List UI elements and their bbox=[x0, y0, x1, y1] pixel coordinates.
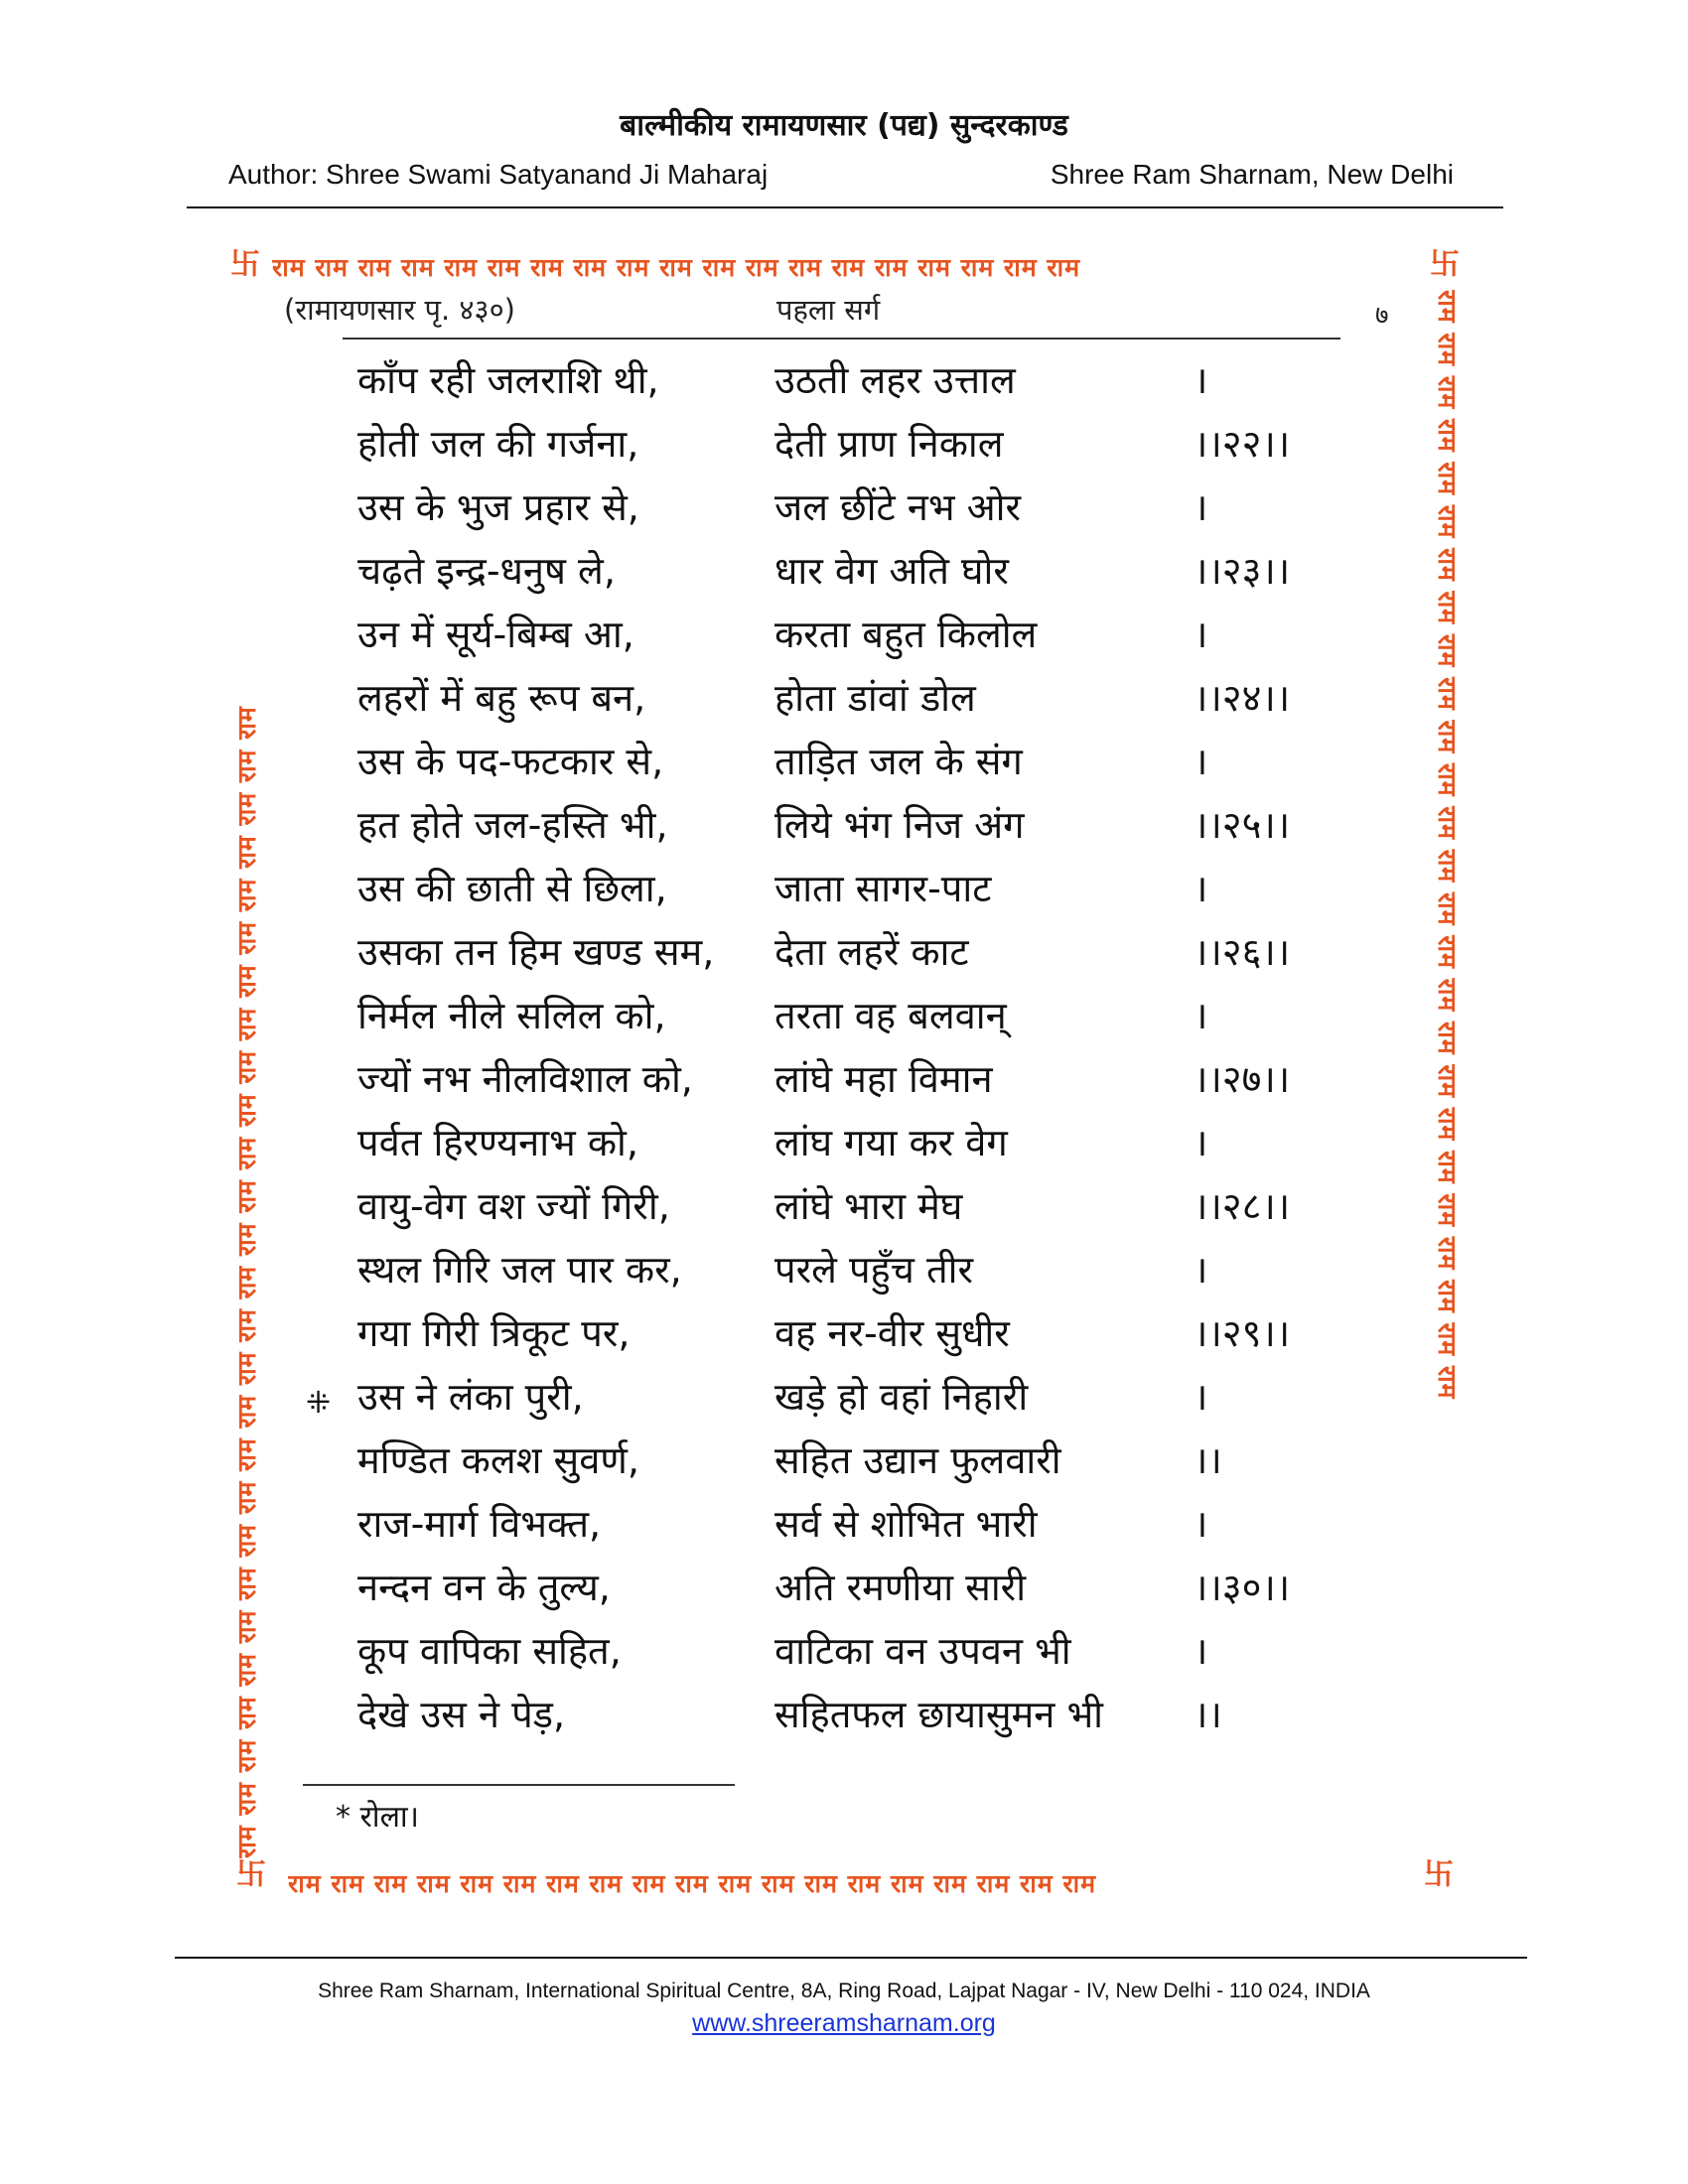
verse-end-mark: ।।३०।। bbox=[1194, 1566, 1291, 1609]
verse-half-2: सहितफल छायासुमन भी bbox=[774, 1693, 1104, 1736]
verse-end-mark: ।।२६।। bbox=[1194, 930, 1291, 974]
author-line: Author: Shree Swami Satyanand Ji Maharaj bbox=[228, 159, 769, 190]
verse-half-1: गया गिरी त्रिकूट पर, bbox=[357, 1311, 631, 1355]
verse-line bbox=[357, 672, 1370, 724]
verse-line bbox=[357, 545, 1370, 597]
verse-half-2: तरता वह बलवान् bbox=[774, 994, 1007, 1037]
verse-end-mark: । bbox=[1194, 994, 1208, 1037]
footnote: * रोला। bbox=[336, 1800, 420, 1835]
verse-line bbox=[357, 1053, 1370, 1105]
verse-line bbox=[357, 736, 1370, 787]
verse-half-1: लहरों में बहु रूप बन, bbox=[357, 676, 646, 720]
swastika-icon-bottom-left: 卐 bbox=[236, 1857, 266, 1892]
verse-half-2: लांघ गया कर वेग bbox=[774, 1121, 1008, 1164]
verse-half-2: परले पहुँच तीर bbox=[774, 1248, 973, 1292]
verse-end-mark: ।।२५।। bbox=[1194, 803, 1291, 847]
page-title: बाल्मीकीय रामायणसार (पद्य) सुन्दरकाण्ड bbox=[620, 108, 1068, 143]
verse-half-2: खड़े हो वहां निहारी bbox=[774, 1375, 1029, 1419]
verse-half-2: सहित उद्यान फुलवारी bbox=[774, 1438, 1061, 1482]
verse-half-1: चढ़ते इन्द्र-धनुष ले, bbox=[357, 549, 616, 593]
verse-end-mark: । bbox=[1194, 613, 1208, 656]
swastika-icon-bottom-right: 卐 bbox=[1424, 1857, 1454, 1892]
verse-end-mark: ।।२३।। bbox=[1194, 549, 1291, 593]
verse-half-1: वायु-वेग वश ज्यों गिरी, bbox=[357, 1184, 670, 1228]
verse-end-mark: । bbox=[1194, 867, 1208, 910]
verse-end-mark: ।।२४।। bbox=[1194, 676, 1291, 720]
verse-line bbox=[357, 863, 1370, 914]
verse-line bbox=[357, 1371, 1370, 1423]
verse-line bbox=[357, 799, 1370, 851]
verse-half-1: मण्डित कलश सुवर्ण, bbox=[357, 1438, 639, 1482]
footnote-divider bbox=[303, 1784, 735, 1786]
verse-half-2: सर्व से शोभित भारी bbox=[774, 1502, 1038, 1546]
verse-line bbox=[357, 481, 1370, 533]
verse-half-1: हत होते जल-हस्ति भी, bbox=[357, 803, 668, 847]
verse-half-1: काँप रही जलराशि थी, bbox=[357, 358, 659, 402]
verse-end-mark: । bbox=[1194, 1121, 1208, 1164]
verse-line bbox=[357, 1498, 1370, 1550]
verse-half-2: वह नर-वीर सुधीर bbox=[774, 1311, 1010, 1355]
verse-end-mark: । bbox=[1194, 1248, 1208, 1292]
website-link[interactable]: www.shreeramsharnam.org bbox=[692, 2009, 996, 2037]
verse-half-1: उस की छाती से छिला, bbox=[357, 867, 667, 910]
verse-half-1: कूप वापिका सहित, bbox=[357, 1629, 622, 1673]
swastika-icon-top-right: 卐 bbox=[1430, 247, 1460, 282]
publisher-line: Shree Ram Sharnam, New Delhi bbox=[1050, 159, 1454, 190]
verse-half-2: उठती लहर उत्ताल bbox=[774, 358, 1016, 402]
verse-line bbox=[357, 354, 1370, 406]
verse-half-1: उस के पद-फटकार से, bbox=[357, 740, 664, 783]
header-divider bbox=[187, 206, 1503, 208]
verse-end-mark: ।। bbox=[1194, 1438, 1222, 1482]
verse-half-2: देती प्राण निकाल bbox=[774, 422, 1004, 466]
ram-border-left: राम राम राम राम राम राम राम राम राम राम राम राम राम राम राम राम राम राम राम राम राम राम राम राम राम राम राम bbox=[232, 706, 261, 1858]
verse-half-1: देखे उस ने पेड़, bbox=[357, 1693, 566, 1736]
verse-line bbox=[357, 990, 1370, 1041]
verse-end-mark: ।।२७।। bbox=[1194, 1057, 1291, 1101]
verse-half-2: जाता सागर-पाट bbox=[774, 867, 992, 910]
verse-line bbox=[357, 1117, 1370, 1168]
verse-half-1: पर्वत हिरण्यनाभ को, bbox=[357, 1121, 638, 1164]
ramayan-reference: (रामायणसार पृ. ४३०) bbox=[284, 293, 515, 327]
verse-half-1: उस के भुज प्रहार से, bbox=[357, 485, 639, 529]
ram-border-right: राम राम राम राम राम राम राम राम राम राम राम राम राम राम राम राम राम राम राम राम राम राम राम राम राम राम bbox=[1433, 290, 1462, 1400]
verse-half-2: ताड़ित जल के संग bbox=[774, 740, 1023, 783]
verse-line bbox=[357, 418, 1370, 470]
verse-end-mark: । bbox=[1194, 358, 1208, 402]
verse-line bbox=[357, 1625, 1370, 1677]
verse-half-1: स्थल गिरि जल पार कर, bbox=[357, 1248, 682, 1292]
verse-half-2: होता डांवां डोल bbox=[774, 676, 976, 720]
rola-asterisk-icon: ⁜ bbox=[306, 1386, 332, 1421]
verse-half-2: देता लहरें काट bbox=[774, 930, 969, 974]
verse-line bbox=[357, 1689, 1370, 1740]
verse-line bbox=[357, 1434, 1370, 1486]
verse-line bbox=[357, 609, 1370, 660]
footer-address: Shree Ram Sharnam, International Spiritual Centre, 8A, Ring Road, Lajpat Nagar - IV, New Delhi - 110 024, INDIA bbox=[318, 1979, 1370, 2002]
verse-half-2: लांघे भारा मेघ bbox=[774, 1184, 963, 1228]
verse-half-1: नन्दन वन के तुल्य, bbox=[357, 1566, 611, 1609]
verse-half-2: अति रमणीया सारी bbox=[774, 1566, 1027, 1609]
verse-half-1: उस ने लंका पुरी, bbox=[357, 1375, 584, 1419]
verse-end-mark: । bbox=[1194, 740, 1208, 783]
footer-divider bbox=[175, 1957, 1527, 1959]
verse-line bbox=[357, 1244, 1370, 1296]
section-divider bbox=[343, 338, 1340, 340]
verse-half-2: जल छींटे नभ ओर bbox=[774, 485, 1022, 529]
verse-end-mark: ।।२२।। bbox=[1194, 422, 1291, 466]
verse-end-mark: । bbox=[1194, 485, 1208, 529]
verse-end-mark: ।।२९।। bbox=[1194, 1311, 1291, 1355]
sarg-heading: पहला सर्ग bbox=[776, 293, 881, 327]
ram-border-bottom: राम राम राम राम राम राम राम राम राम राम राम राम राम राम राम राम राम राम राम bbox=[288, 1869, 1097, 1898]
verse-end-mark: ।।२८।। bbox=[1194, 1184, 1291, 1228]
verse-half-2: धार वेग अति घोर bbox=[774, 549, 1009, 593]
verse-half-2: वाटिका वन उपवन भी bbox=[774, 1629, 1071, 1673]
verse-line bbox=[357, 1307, 1370, 1359]
verse-half-1: निर्मल नीले सलिल को, bbox=[357, 994, 666, 1037]
verse-half-1: उसका तन हिम खण्ड सम, bbox=[357, 930, 715, 974]
verse-line bbox=[357, 1180, 1370, 1232]
verse-end-mark: । bbox=[1194, 1629, 1208, 1673]
verse-end-mark: । bbox=[1194, 1502, 1208, 1546]
verse-half-1: ज्यों नभ नीलविशाल को, bbox=[357, 1057, 693, 1101]
verse-half-1: राज-मार्ग विभक्त, bbox=[357, 1502, 602, 1546]
page-number: ७ bbox=[1375, 301, 1389, 331]
verse-half-1: उन में सूर्य-बिम्ब आ, bbox=[357, 613, 634, 656]
swastika-icon-top-left: 卐 bbox=[230, 247, 260, 282]
verse-half-2: लिये भंग निज अंग bbox=[774, 803, 1025, 847]
verse-end-mark: ।। bbox=[1194, 1693, 1222, 1736]
verse-half-2: करता बहुत किलोल bbox=[774, 613, 1038, 656]
verse-line bbox=[357, 926, 1370, 978]
verse-line bbox=[357, 1562, 1370, 1613]
verse-end-mark: । bbox=[1194, 1375, 1208, 1419]
ram-border-top: राम राम राम राम राम राम राम राम राम राम राम राम राम राम राम राम राम राम राम bbox=[272, 253, 1081, 282]
verse-half-1: होती जल की गर्जना, bbox=[357, 422, 639, 466]
verse-half-2: लांघे महा विमान bbox=[774, 1057, 993, 1101]
